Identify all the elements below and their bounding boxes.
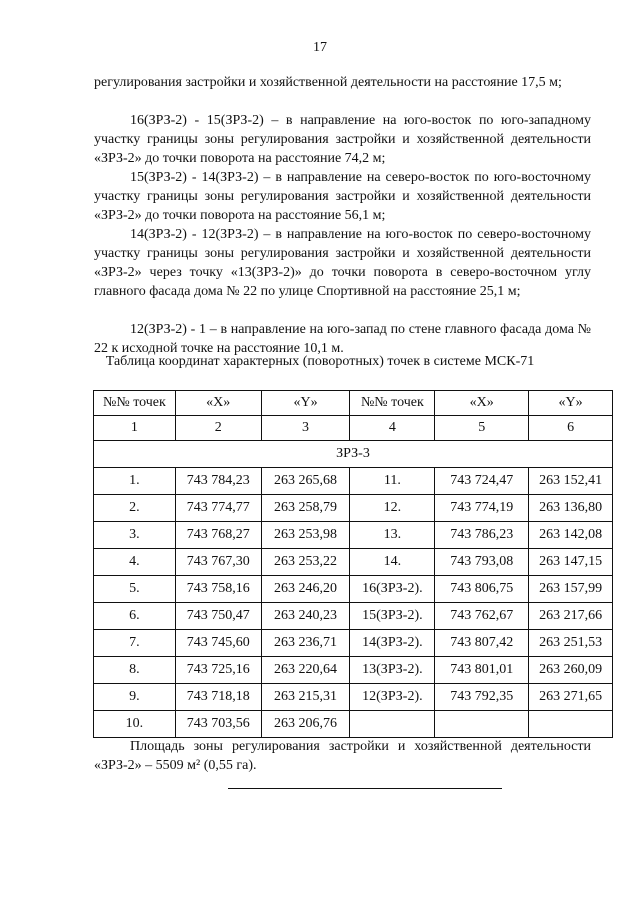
column-number: 3 [261,416,350,441]
point-number: 2. [94,495,176,522]
y-coordinate: 263 253,98 [261,522,350,549]
table-row [94,576,613,603]
point-number: 1. [94,468,176,495]
header-point-number: №№ точек [94,391,176,416]
point-number: 8. [94,657,176,684]
x-coordinate: 743 774,19 [435,495,529,522]
paragraph-segment-15-14: 15(ЗРЗ-2) - 14(ЗРЗ-2) – в направление на северо-восток по юго-восточному участку границы зоны регулирования застройки и хозяйственной деятельности «ЗРЗ-2» до точки поворота на расстояние 56,1 м; [94,170,591,223]
header-x: «X» [175,391,261,416]
point-number: 12(ЗРЗ-2). [350,684,435,711]
table-zone-row [94,441,613,468]
x-coordinate: 743 767,30 [175,549,261,576]
y-coordinate: 263 240,23 [261,603,350,630]
point-number: 15(ЗРЗ-2). [350,603,435,630]
point-number: 11. [350,468,435,495]
point-number: 7. [94,630,176,657]
x-coordinate: 743 774,77 [175,495,261,522]
table-column-number-row [94,416,613,441]
point-number: 9. [94,684,176,711]
table-row [94,684,613,711]
table-row [94,468,613,495]
x-coordinate: 743 786,23 [435,522,529,549]
y-coordinate: 263 147,15 [529,549,613,576]
header-y: «Y» [529,391,613,416]
table-row [94,657,613,684]
y-coordinate: 263 217,66 [529,603,613,630]
y-coordinate: 263 260,09 [529,657,613,684]
x-coordinate: 743 758,16 [175,576,261,603]
y-coordinate: 263 152,41 [529,468,613,495]
y-coordinate: 263 253,22 [261,549,350,576]
table-row [94,711,613,738]
zone-label: ЗРЗ-3 [94,441,613,468]
point-number: 14. [350,549,435,576]
column-number: 4 [350,416,435,441]
y-coordinate: 263 142,08 [529,522,613,549]
x-coordinate: 743 793,08 [435,549,529,576]
point-number: 5. [94,576,176,603]
point-number: 4. [94,549,176,576]
header-x: «X» [435,391,529,416]
table-row [94,522,613,549]
column-number: 5 [435,416,529,441]
y-coordinate: 263 215,31 [261,684,350,711]
point-number: 14(ЗРЗ-2). [350,630,435,657]
table-caption: Таблица координат характерных (поворотных) точек в системе МСК-71 [105,354,535,369]
paragraph-segment-12-1: 12(ЗРЗ-2) - 1 – в направление на юго-запад по стене главного фасада дома № 22 к исходной точке на расстояние 10,1 м. [94,322,591,356]
paragraph-continuation: регулирования застройки и хозяйственной деятельности на расстояние 17,5 м; [94,75,562,90]
x-coordinate: 743 703,56 [175,711,261,738]
point-number: 13(ЗРЗ-2). [350,657,435,684]
x-coordinate: 743 762,67 [435,603,529,630]
x-coordinate: 743 792,35 [435,684,529,711]
page-number: 17 [313,40,327,55]
y-coordinate: 263 236,71 [261,630,350,657]
column-number: 1 [94,416,176,441]
point-number: 3. [94,522,176,549]
header-y: «Y» [261,391,350,416]
x-coordinate: 743 750,47 [175,603,261,630]
table-row [94,630,613,657]
y-coordinate: 263 246,20 [261,576,350,603]
table-row [94,603,613,630]
point-number: 12. [350,495,435,522]
x-coordinate: 743 807,42 [435,630,529,657]
table-header-row [94,391,613,416]
y-coordinate [529,711,613,738]
paragraph-segment-14-12: 14(ЗРЗ-2) - 12(ЗРЗ-2) – в направление на юго-восток по северо-восточному участку границы зоны регулирования застройки и хозяйственной деятельности «ЗРЗ-2» через точку «13(ЗРЗ-2)» до точки поворота в северо-восточном углу главного фасада дома № 22 по улице Спортивной на расстояние 25,1 м; [94,227,591,299]
y-coordinate: 263 206,76 [261,711,350,738]
y-coordinate: 263 251,53 [529,630,613,657]
column-number: 2 [175,416,261,441]
y-coordinate: 263 258,79 [261,495,350,522]
x-coordinate [435,711,529,738]
point-number: 13. [350,522,435,549]
area-statement: Площадь зоны регулирования застройки и хозяйственной деятельности «ЗРЗ-2» – 5509 м² (0,55 га). [94,739,591,773]
point-number: 10. [94,711,176,738]
y-coordinate: 263 136,80 [529,495,613,522]
coordinates-table [93,390,613,738]
x-coordinate: 743 745,60 [175,630,261,657]
y-coordinate: 263 220,64 [261,657,350,684]
x-coordinate: 743 718,18 [175,684,261,711]
x-coordinate: 743 801,01 [435,657,529,684]
y-coordinate: 263 271,65 [529,684,613,711]
header-point-number: №№ точек [350,391,435,416]
coordinate-rows [94,468,613,738]
x-coordinate: 743 724,47 [435,468,529,495]
x-coordinate: 743 806,75 [435,576,529,603]
column-number: 6 [529,416,613,441]
y-coordinate: 263 265,68 [261,468,350,495]
y-coordinate: 263 157,99 [529,576,613,603]
x-coordinate: 743 784,23 [175,468,261,495]
point-number [350,711,435,738]
x-coordinate: 743 725,16 [175,657,261,684]
table-row [94,549,613,576]
paragraph-segment-16-15: 16(ЗРЗ-2) - 15(ЗРЗ-2) – в направление на юго-восток по юго-западному участку границы зоны регулирования застройки и хозяйственной деятельности «ЗРЗ-2» до точки поворота на расстояние 74,2 м; [94,113,591,166]
divider-line [228,788,502,789]
point-number: 16(ЗРЗ-2). [350,576,435,603]
table-row [94,495,613,522]
point-number: 6. [94,603,176,630]
x-coordinate: 743 768,27 [175,522,261,549]
